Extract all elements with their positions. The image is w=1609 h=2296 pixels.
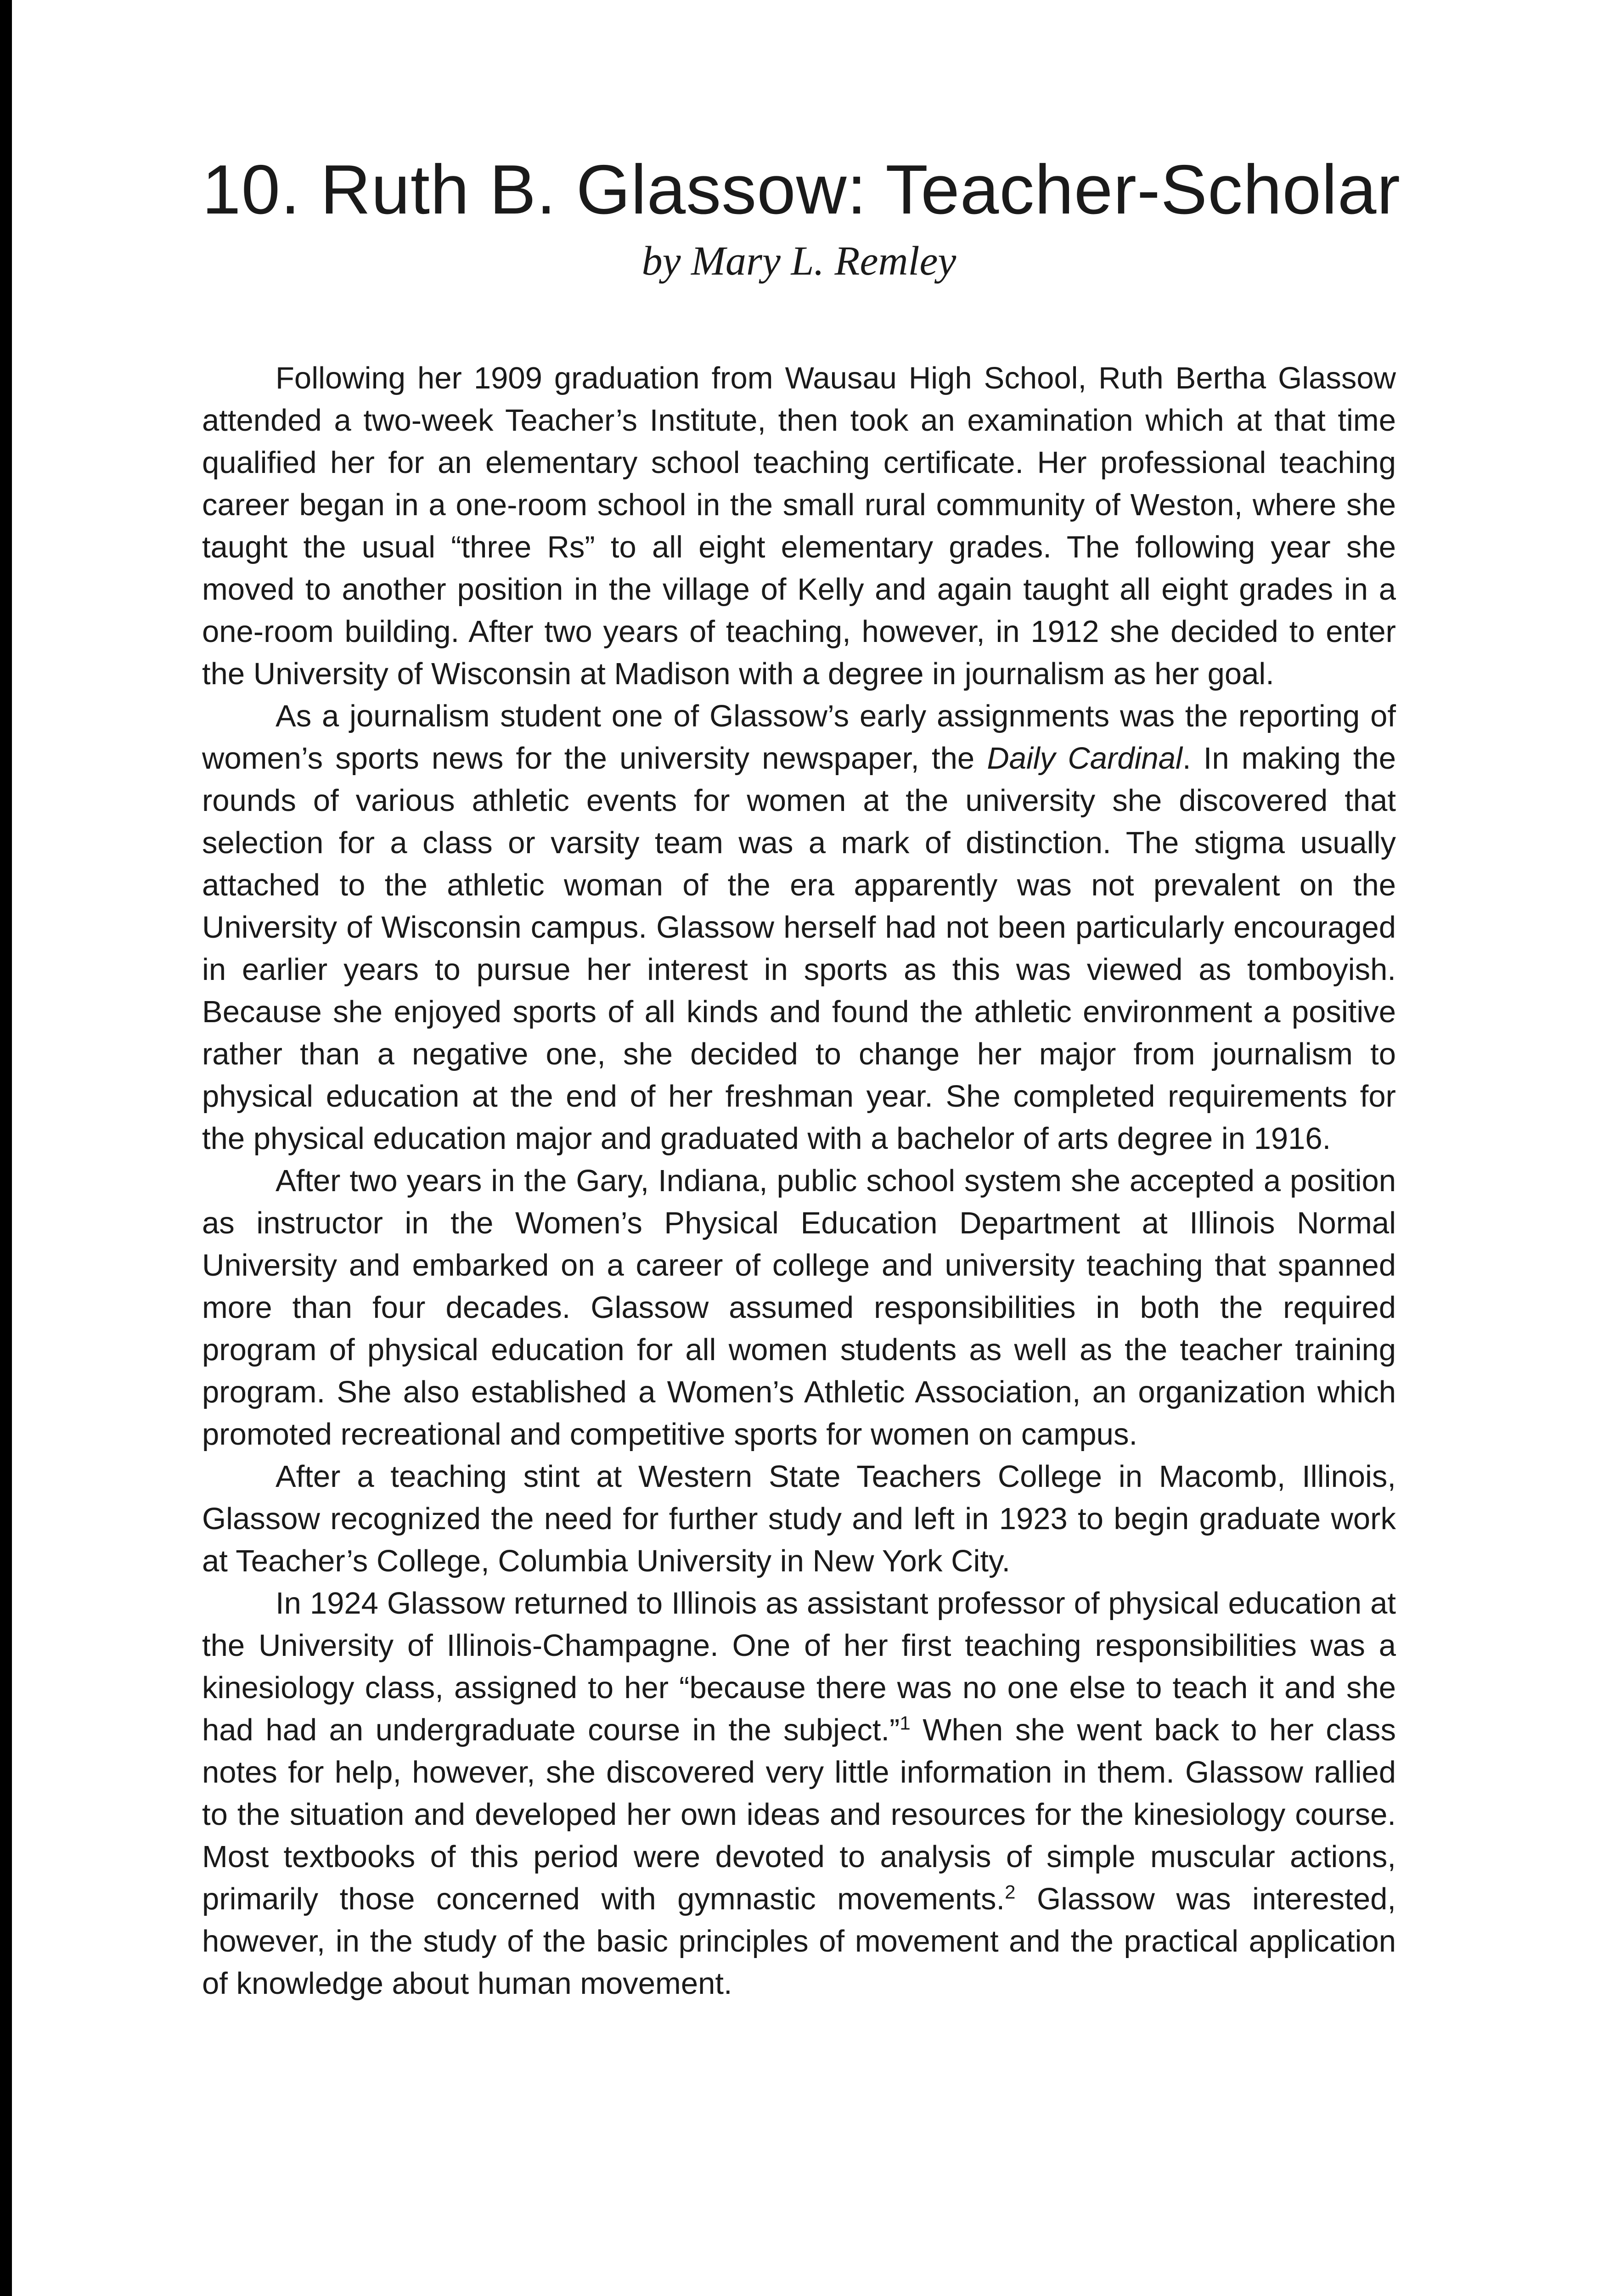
paragraph-5-text-c: Glassow was interested, however, in the study of the basic principles of movement and the practical application of knowledge about human movement.: [202, 1882, 1396, 2001]
paragraph-5-text-b: When she went back to her class notes for help, however, she discovered very little information in them. Glassow rallied to the situation and developed her own ideas and resources for the kinesiology course. Most textbooks of this period were devoted to analysis of simple muscular actions, primarily those concerned with gymnastic movements.: [202, 1713, 1396, 1917]
paragraph-3: After two years in the Gary, Indiana, public school system she accepted a position as instructor in the Women’s Physical Education Department at Illinois Normal University and embarked on a career of college and university teaching that spanned more than four decades. Glassow assumed responsibilities in both the required program of physical education for all women students as well as the teacher training program. She also established a Women’s Athletic Association, an organization which promoted recreational and competitive sports for women on campus.: [202, 1164, 1396, 1452]
newspaper-name: Daily Cardinal: [987, 741, 1182, 776]
scan-edge-bar: [0, 0, 12, 2296]
paragraph-5-text-a: In 1924 Glassow returned to Illinois as assistant professor of physical education at the University of Illinois-Champagne. One of her first teaching responsibilities was a kinesiology class, assigned to her “because there was no one else to teach it and she had had an undergraduate course in the subject.”: [202, 1586, 1396, 1748]
paragraph-5: [202, 1582, 1396, 2005]
paragraph-2-text-end: . In making the rounds of various athletic events for women at the university she discovered that selection for a class or varsity team was a mark of distinction. The stigma usually attached to the athletic woman of the era apparently was not prevalent on the University of Wisconsin campus. Glassow herself had not been particularly encouraged in earlier years to pursue her interest in sports as this was viewed as tomboyish. Because she enjoyed sports of all kinds and found the athletic environment a positive rather than a negative one, she decided to change her major from journalism to physical education at the end of her freshman year. She completed requirements for the physical education major and graduated with a bachelor of arts degree in 1916.: [202, 741, 1396, 1156]
paragraph-2-text-start: As a journalism student one of Glassow’s early assignments was the reporting of women’s sports news for the university newspaper, the: [202, 699, 1396, 776]
paragraph-4: After a teaching stint at Western State Teachers College in Macomb, Illinois, Glassow recognized the need for further study and left in 1923 to begin graduate work at Teacher’s College, Columbia University in New York City.: [202, 1459, 1396, 1579]
chapter-title: 10. Ruth B. Glassow: Teacher-Scholar: [202, 151, 1401, 229]
paragraph-2: [202, 695, 1396, 1160]
paragraph-1: Following her 1909 graduation from Wausau High School, Ruth Bertha Glassow attended a two-week Teacher’s Institute, then took an examination which at that time qualified her for an elementary school teaching certificate. Her professional teaching career began in a one-room school in the small rural community of Weston, where she taught the usual “three Rs” to all eight elementary grades. The following year she moved to another position in the village of Kelly and again taught all eight grades in a one-room building. After two years of teaching, however, in 1912 she decided to enter the University of Wisconsin at Madison with a degree in journalism as her goal.: [202, 361, 1396, 692]
page-content: [202, 151, 1401, 2005]
author-byline: by Mary L. Remley: [641, 238, 956, 284]
footnote-ref-2: 2: [1005, 1881, 1016, 1903]
footnote-ref-1: 1: [900, 1712, 911, 1734]
article-body: [202, 357, 1396, 2005]
